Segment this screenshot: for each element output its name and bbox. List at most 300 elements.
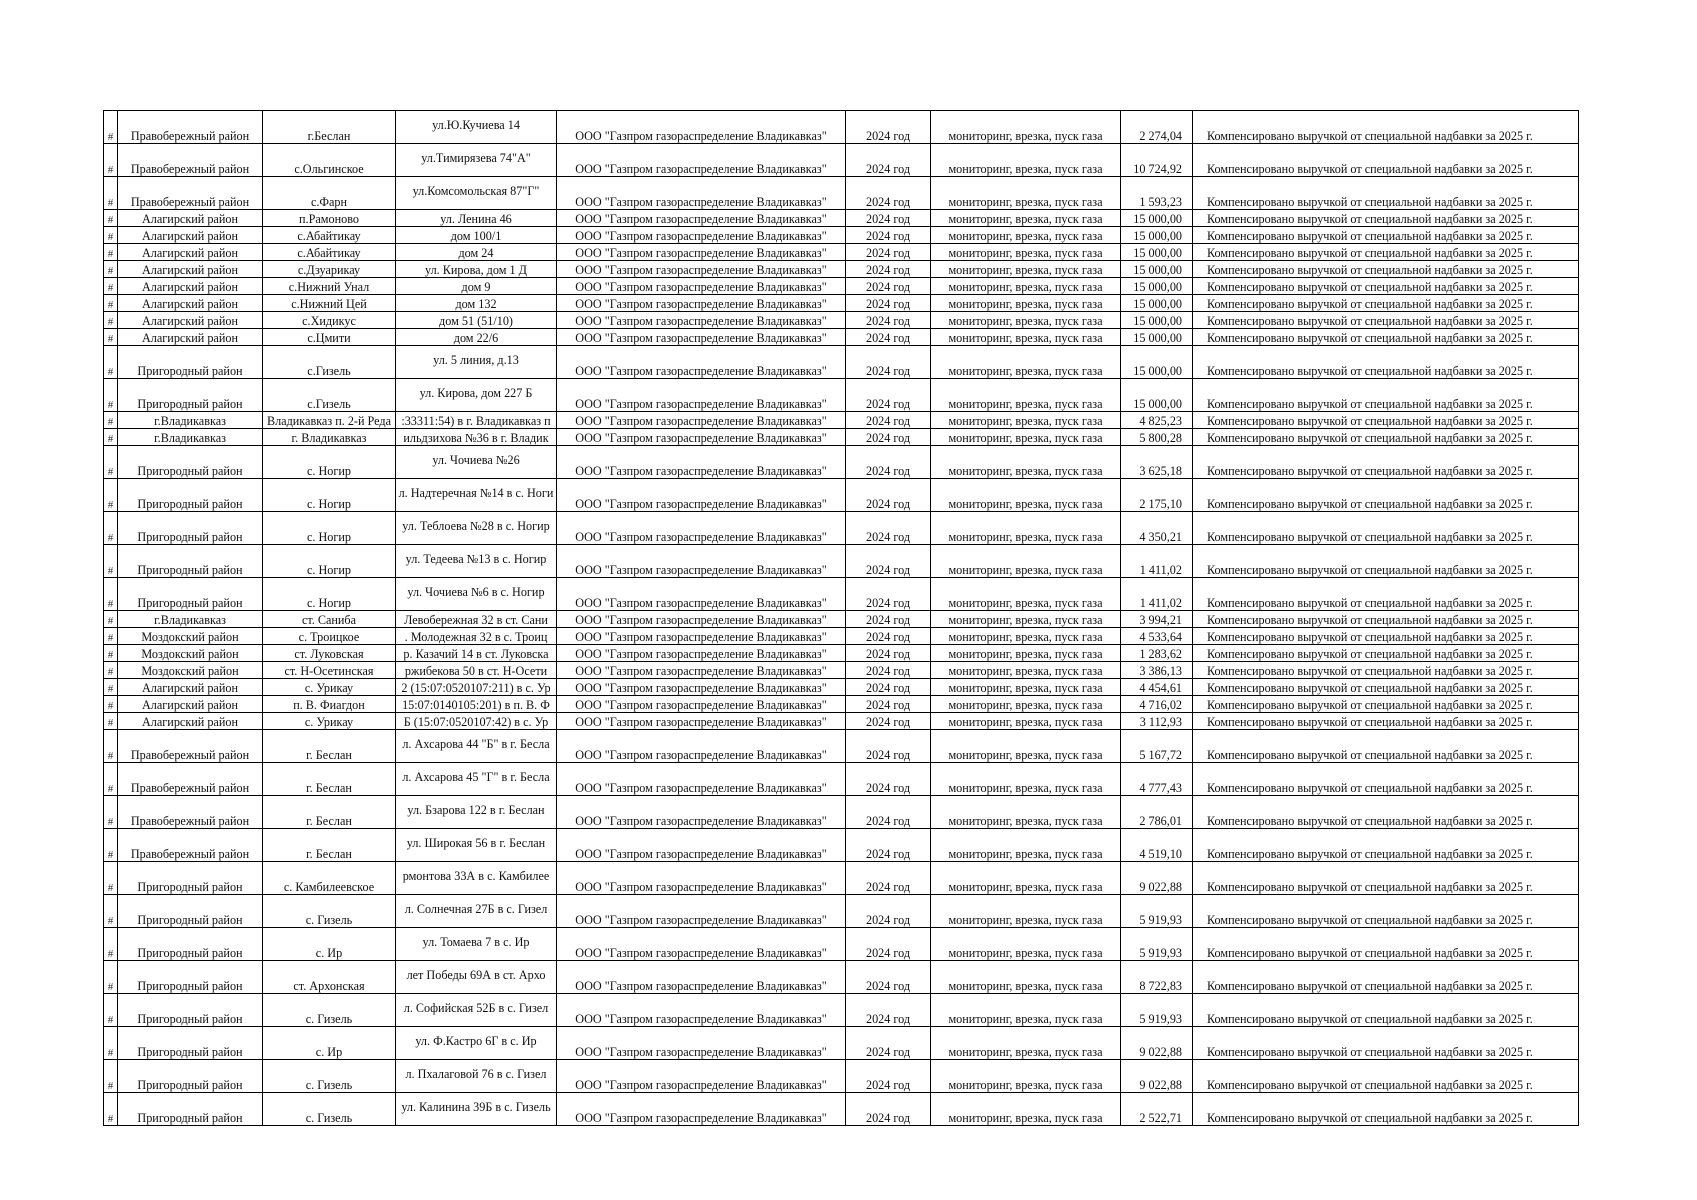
note-cell: Компенсировано выручкой от специальной надбавки за 2025 г. — [1193, 244, 1579, 261]
work-type-cell: мониторинг, врезка, пуск газа — [931, 379, 1121, 412]
row-marker: # — [104, 862, 118, 895]
address-text: дом 24 — [458, 245, 494, 260]
year-cell: 2024 год — [846, 446, 931, 479]
district-cell: г.Владикавказ — [118, 429, 263, 446]
address-cell — [396, 412, 557, 429]
locality-cell: с. Троицкое — [263, 628, 396, 645]
note-cell: Компенсировано выручкой от специальной надбавки за 2025 г. — [1193, 346, 1579, 379]
address-text: ул. Ф.Кастро 6Г в с. Ир — [415, 1034, 537, 1048]
table-row — [104, 679, 1579, 696]
work-type-cell: мониторинг, врезка, пуск газа — [931, 144, 1121, 177]
amount-cell: 15 000,00 — [1121, 278, 1193, 295]
work-type-cell: мониторинг, врезка, пуск газа — [931, 1093, 1121, 1126]
locality-cell: ст. Архонская — [263, 961, 396, 994]
work-type-cell: мониторинг, врезка, пуск газа — [931, 210, 1121, 227]
note-cell: Компенсировано выручкой от специальной надбавки за 2025 г. — [1193, 662, 1579, 679]
amount-cell: 15 000,00 — [1121, 295, 1193, 312]
locality-cell: г. Беслан — [263, 796, 396, 829]
organization-cell: ООО "Газпром газораспределение Владикавказ" — [557, 796, 846, 829]
work-type-cell: мониторинг, врезка, пуск газа — [931, 895, 1121, 928]
table-row — [104, 244, 1579, 261]
address-text: рмонтова 33А в с. Камбилее — [402, 869, 550, 883]
note-cell: Компенсировано выручкой от специальной надбавки за 2025 г. — [1193, 479, 1579, 512]
address-cell — [396, 679, 557, 696]
table-row — [104, 578, 1579, 611]
note-cell: Компенсировано выручкой от специальной надбавки за 2025 г. — [1193, 611, 1579, 628]
year-cell: 2024 год — [846, 862, 931, 895]
address-text: дом 100/1 — [450, 228, 502, 243]
locality-cell: с.Ольгинское — [263, 144, 396, 177]
note-cell: Компенсировано выручкой от специальной надбавки за 2025 г. — [1193, 379, 1579, 412]
organization-cell: ООО "Газпром газораспределение Владикавказ" — [557, 210, 846, 227]
organization-cell: ООО "Газпром газораспределение Владикавказ" — [557, 713, 846, 730]
work-type-cell: мониторинг, врезка, пуск газа — [931, 862, 1121, 895]
address-cell — [396, 446, 557, 479]
amount-cell: 1 283,62 — [1121, 645, 1193, 662]
row-marker: # — [104, 261, 118, 278]
district-cell: Пригородный район — [118, 379, 263, 412]
organization-cell: ООО "Газпром газораспределение Владикавказ" — [557, 278, 846, 295]
row-marker: # — [104, 545, 118, 578]
organization-cell: ООО "Газпром газораспределение Владикавказ" — [557, 479, 846, 512]
amount-cell: 4 350,21 — [1121, 512, 1193, 545]
note-cell: Компенсировано выручкой от специальной надбавки за 2025 г. — [1193, 312, 1579, 329]
address-text: Левобережная 32 в ст. Сани — [404, 612, 548, 627]
district-cell: Пригородный район — [118, 446, 263, 479]
work-type-cell: мониторинг, врезка, пуск газа — [931, 545, 1121, 578]
table-body — [104, 111, 1579, 1126]
table-row — [104, 730, 1579, 763]
district-cell: Пригородный район — [118, 578, 263, 611]
organization-cell: ООО "Газпром газораспределение Владикавказ" — [557, 1093, 846, 1126]
amount-cell: 15 000,00 — [1121, 244, 1193, 261]
organization-cell: ООО "Газпром газораспределение Владикавказ" — [557, 346, 846, 379]
note-cell: Компенсировано выручкой от специальной надбавки за 2025 г. — [1193, 412, 1579, 429]
locality-cell: с.Абайтикау — [263, 227, 396, 244]
table-row — [104, 1093, 1579, 1126]
year-cell: 2024 год — [846, 829, 931, 862]
work-type-cell: мониторинг, врезка, пуск газа — [931, 111, 1121, 144]
address-text: ул.Комсомольская 87"Г" — [412, 184, 540, 198]
table-row — [104, 829, 1579, 862]
district-cell: Алагирский район — [118, 696, 263, 713]
table-row — [104, 227, 1579, 244]
locality-cell: г.Беслан — [263, 111, 396, 144]
address-cell — [396, 210, 557, 227]
note-cell: Компенсировано выручкой от специальной надбавки за 2025 г. — [1193, 446, 1579, 479]
year-cell: 2024 год — [846, 545, 931, 578]
year-cell: 2024 год — [846, 713, 931, 730]
row-marker: # — [104, 662, 118, 679]
row-marker: # — [104, 278, 118, 295]
address-text: ул.Тимирязева 74"А" — [421, 151, 531, 165]
address-text: ржибекова 50 в ст. Н-Осети — [404, 663, 548, 678]
locality-cell: п.Рамоново — [263, 210, 396, 227]
locality-cell: с.Абайтикау — [263, 244, 396, 261]
work-type-cell: мониторинг, врезка, пуск газа — [931, 679, 1121, 696]
year-cell: 2024 год — [846, 144, 931, 177]
organization-cell: ООО "Газпром газораспределение Владикавказ" — [557, 679, 846, 696]
district-cell: г.Владикавказ — [118, 412, 263, 429]
organization-cell: ООО "Газпром газораспределение Владикавказ" — [557, 611, 846, 628]
address-cell — [396, 961, 557, 994]
note-cell: Компенсировано выручкой от специальной надбавки за 2025 г. — [1193, 278, 1579, 295]
table-row — [104, 144, 1579, 177]
organization-cell: ООО "Газпром газораспределение Владикавказ" — [557, 261, 846, 278]
organization-cell: ООО "Газпром газораспределение Владикавказ" — [557, 177, 846, 210]
year-cell: 2024 год — [846, 1093, 931, 1126]
table-row — [104, 895, 1579, 928]
organization-cell: ООО "Газпром газораспределение Владикавказ" — [557, 429, 846, 446]
locality-cell: с. Гизель — [263, 1060, 396, 1093]
organization-cell: ООО "Газпром газораспределение Владикавказ" — [557, 111, 846, 144]
address-text: л. Ахсарова 44 "Б" в г. Бесла — [402, 737, 550, 751]
row-marker: # — [104, 961, 118, 994]
note-cell: Компенсировано выручкой от специальной надбавки за 2025 г. — [1193, 829, 1579, 862]
note-cell: Компенсировано выручкой от специальной надбавки за 2025 г. — [1193, 429, 1579, 446]
row-marker: # — [104, 763, 118, 796]
note-cell: Компенсировано выручкой от специальной надбавки за 2025 г. — [1193, 713, 1579, 730]
work-type-cell: мониторинг, врезка, пуск газа — [931, 512, 1121, 545]
work-type-cell: мониторинг, врезка, пуск газа — [931, 278, 1121, 295]
year-cell: 2024 год — [846, 763, 931, 796]
work-type-cell: мониторинг, врезка, пуск газа — [931, 446, 1121, 479]
year-cell: 2024 год — [846, 244, 931, 261]
work-type-cell: мониторинг, врезка, пуск газа — [931, 961, 1121, 994]
work-type-cell: мониторинг, врезка, пуск газа — [931, 227, 1121, 244]
address-cell — [396, 994, 557, 1027]
address-cell — [396, 578, 557, 611]
note-cell: Компенсировано выручкой от специальной надбавки за 2025 г. — [1193, 696, 1579, 713]
locality-cell: с.Дзуарикау — [263, 261, 396, 278]
year-cell: 2024 год — [846, 1027, 931, 1060]
table-row — [104, 662, 1579, 679]
organization-cell: ООО "Газпром газораспределение Владикавказ" — [557, 994, 846, 1027]
note-cell: Компенсировано выручкой от специальной надбавки за 2025 г. — [1193, 210, 1579, 227]
year-cell: 2024 год — [846, 227, 931, 244]
address-text: л. Солнечная 27Б в с. Гизел — [404, 902, 548, 916]
district-cell: Пригородный район — [118, 928, 263, 961]
district-cell: Алагирский район — [118, 295, 263, 312]
organization-cell: ООО "Газпром газораспределение Владикавказ" — [557, 446, 846, 479]
organization-cell: ООО "Газпром газораспределение Владикавказ" — [557, 829, 846, 862]
organization-cell: ООО "Газпром газораспределение Владикавказ" — [557, 961, 846, 994]
organization-cell: ООО "Газпром газораспределение Владикавказ" — [557, 144, 846, 177]
year-cell: 2024 год — [846, 928, 931, 961]
district-cell: Алагирский район — [118, 244, 263, 261]
district-cell: Моздокский район — [118, 645, 263, 662]
address-cell — [396, 278, 557, 295]
address-text: дом 132 — [455, 296, 497, 311]
locality-cell: с. Камбилеевское — [263, 862, 396, 895]
locality-cell: с. Ногир — [263, 446, 396, 479]
district-cell: Пригородный район — [118, 545, 263, 578]
row-marker: # — [104, 1060, 118, 1093]
amount-cell: 2 175,10 — [1121, 479, 1193, 512]
table-row — [104, 512, 1579, 545]
address-cell — [396, 329, 557, 346]
table-row — [104, 928, 1579, 961]
year-cell: 2024 год — [846, 578, 931, 611]
address-cell — [396, 312, 557, 329]
district-cell: Пригородный район — [118, 1093, 263, 1126]
year-cell: 2024 год — [846, 177, 931, 210]
year-cell: 2024 год — [846, 412, 931, 429]
address-text: л. Софийская 52Б в с. Гизел — [403, 1001, 549, 1015]
amount-cell: 2 274,04 — [1121, 111, 1193, 144]
address-cell — [396, 645, 557, 662]
year-cell: 2024 год — [846, 679, 931, 696]
district-cell: Правобережный район — [118, 763, 263, 796]
district-cell: Правобережный район — [118, 730, 263, 763]
work-type-cell: мониторинг, врезка, пуск газа — [931, 1060, 1121, 1093]
work-type-cell: мониторинг, врезка, пуск газа — [931, 662, 1121, 679]
row-marker: # — [104, 928, 118, 961]
locality-cell: с. Ногир — [263, 578, 396, 611]
work-type-cell: мониторинг, врезка, пуск газа — [931, 295, 1121, 312]
note-cell: Компенсировано выручкой от специальной надбавки за 2025 г. — [1193, 679, 1579, 696]
locality-cell: с.Фарн — [263, 177, 396, 210]
address-text: р. Казачий 14 в ст. Луковска — [403, 646, 549, 661]
amount-cell: 3 112,93 — [1121, 713, 1193, 730]
address-cell — [396, 713, 557, 730]
amount-cell: 5 800,28 — [1121, 429, 1193, 446]
table-row — [104, 429, 1579, 446]
note-cell: Компенсировано выручкой от специальной надбавки за 2025 г. — [1193, 545, 1579, 578]
organization-cell: ООО "Газпром газораспределение Владикавказ" — [557, 227, 846, 244]
year-cell: 2024 год — [846, 895, 931, 928]
table-row — [104, 961, 1579, 994]
row-marker: # — [104, 713, 118, 730]
amount-cell: 15 000,00 — [1121, 227, 1193, 244]
locality-cell: ст. Луковская — [263, 645, 396, 662]
year-cell: 2024 год — [846, 312, 931, 329]
address-text: ильдзихова №36 в г. Владик — [403, 430, 549, 445]
locality-cell: с.Хидикус — [263, 312, 396, 329]
district-cell: Алагирский район — [118, 261, 263, 278]
note-cell: Компенсировано выручкой от специальной надбавки за 2025 г. — [1193, 895, 1579, 928]
address-text: 15:07:0140105:201) в п. В. Ф — [402, 697, 550, 712]
table-row — [104, 994, 1579, 1027]
address-cell — [396, 111, 557, 144]
district-cell: Пригородный район — [118, 994, 263, 1027]
work-type-cell: мониторинг, врезка, пуск газа — [931, 1027, 1121, 1060]
locality-cell: ст. Саниба — [263, 611, 396, 628]
locality-cell: с. Ногир — [263, 479, 396, 512]
note-cell: Компенсировано выручкой от специальной надбавки за 2025 г. — [1193, 628, 1579, 645]
work-type-cell: мониторинг, врезка, пуск газа — [931, 713, 1121, 730]
note-cell: Компенсировано выручкой от специальной надбавки за 2025 г. — [1193, 295, 1579, 312]
note-cell: Компенсировано выручкой от специальной надбавки за 2025 г. — [1193, 261, 1579, 278]
work-type-cell: мониторинг, врезка, пуск газа — [931, 829, 1121, 862]
year-cell: 2024 год — [846, 994, 931, 1027]
work-type-cell: мониторинг, врезка, пуск газа — [931, 578, 1121, 611]
organization-cell: ООО "Газпром газораспределение Владикавказ" — [557, 1027, 846, 1060]
work-type-cell: мониторинг, врезка, пуск газа — [931, 429, 1121, 446]
address-text: лет Победы 69А в ст. Архо — [406, 968, 546, 982]
address-cell — [396, 261, 557, 278]
note-cell: Компенсировано выручкой от специальной надбавки за 2025 г. — [1193, 645, 1579, 662]
address-cell — [396, 379, 557, 412]
address-cell — [396, 862, 557, 895]
address-text: ул. Теблоева №28 в с. Ногир — [402, 519, 550, 533]
note-cell: Компенсировано выручкой от специальной надбавки за 2025 г. — [1193, 730, 1579, 763]
row-marker: # — [104, 628, 118, 645]
address-text: ул. Ленина 46 — [440, 211, 512, 226]
row-marker: # — [104, 994, 118, 1027]
amount-cell: 4 716,02 — [1121, 696, 1193, 713]
address-cell — [396, 662, 557, 679]
address-cell — [396, 829, 557, 862]
amount-cell: 4 519,10 — [1121, 829, 1193, 862]
amount-cell: 4 454,61 — [1121, 679, 1193, 696]
row-marker: # — [104, 379, 118, 412]
work-type-cell: мониторинг, врезка, пуск газа — [931, 261, 1121, 278]
row-marker: # — [104, 829, 118, 862]
note-cell: Компенсировано выручкой от специальной надбавки за 2025 г. — [1193, 1093, 1579, 1126]
district-cell: Пригородный район — [118, 961, 263, 994]
address-cell — [396, 295, 557, 312]
amount-cell: 5 919,93 — [1121, 895, 1193, 928]
locality-cell: Владикавказ п. 2-й Реда — [263, 412, 396, 429]
year-cell: 2024 год — [846, 111, 931, 144]
address-cell — [396, 545, 557, 578]
year-cell: 2024 год — [846, 295, 931, 312]
year-cell: 2024 год — [846, 961, 931, 994]
row-marker: # — [104, 210, 118, 227]
amount-cell: 3 994,21 — [1121, 611, 1193, 628]
address-text: ул. Кирова, дом 1 Д — [425, 262, 527, 277]
locality-cell: с. Ногир — [263, 512, 396, 545]
locality-cell: ст. Н-Осетинская — [263, 662, 396, 679]
district-cell: Правобережный район — [118, 111, 263, 144]
year-cell: 2024 год — [846, 261, 931, 278]
note-cell: Компенсировано выручкой от специальной надбавки за 2025 г. — [1193, 111, 1579, 144]
district-cell: Алагирский район — [118, 329, 263, 346]
amount-cell: 15 000,00 — [1121, 210, 1193, 227]
address-text: ул. Бзарова 122 в г. Беслан — [407, 803, 545, 817]
row-marker: # — [104, 144, 118, 177]
locality-cell: с. Ир — [263, 928, 396, 961]
district-cell: Правобережный район — [118, 829, 263, 862]
address-text: ул. Кирова, дом 227 Б — [419, 386, 533, 400]
organization-cell: ООО "Газпром газораспределение Владикавказ" — [557, 512, 846, 545]
work-type-cell: мониторинг, врезка, пуск газа — [931, 611, 1121, 628]
table-row — [104, 210, 1579, 227]
amount-cell: 2 522,71 — [1121, 1093, 1193, 1126]
note-cell: Компенсировано выручкой от специальной надбавки за 2025 г. — [1193, 1060, 1579, 1093]
work-type-cell: мониторинг, врезка, пуск газа — [931, 244, 1121, 261]
year-cell: 2024 год — [846, 479, 931, 512]
row-marker: # — [104, 295, 118, 312]
row-marker: # — [104, 329, 118, 346]
year-cell: 2024 год — [846, 611, 931, 628]
amount-cell: 2 786,01 — [1121, 796, 1193, 829]
district-cell: Алагирский район — [118, 278, 263, 295]
amount-cell: 15 000,00 — [1121, 346, 1193, 379]
table-row — [104, 278, 1579, 295]
locality-cell: с. Гизель — [263, 895, 396, 928]
table-row — [104, 545, 1579, 578]
note-cell: Компенсировано выручкой от специальной надбавки за 2025 г. — [1193, 961, 1579, 994]
address-cell — [396, 479, 557, 512]
amount-cell: 1 411,02 — [1121, 578, 1193, 611]
amount-cell: 4 777,43 — [1121, 763, 1193, 796]
note-cell: Компенсировано выручкой от специальной надбавки за 2025 г. — [1193, 512, 1579, 545]
table-row — [104, 713, 1579, 730]
data-table — [103, 110, 1579, 1126]
locality-cell: п. В. Фиагдон — [263, 696, 396, 713]
district-cell: Правобережный район — [118, 796, 263, 829]
address-text: :33311:54) в г. Владикавказ п — [401, 413, 551, 428]
row-marker: # — [104, 895, 118, 928]
work-type-cell: мониторинг, врезка, пуск газа — [931, 346, 1121, 379]
amount-cell: 15 000,00 — [1121, 379, 1193, 412]
table-row — [104, 111, 1579, 144]
amount-cell: 10 724,92 — [1121, 144, 1193, 177]
address-cell — [396, 1060, 557, 1093]
address-text: дом 22/6 — [453, 330, 499, 345]
address-cell — [396, 796, 557, 829]
address-text: ул. Томаева 7 в с. Ир — [422, 935, 530, 949]
table-row — [104, 412, 1579, 429]
amount-cell: 3 386,13 — [1121, 662, 1193, 679]
row-marker: # — [104, 730, 118, 763]
district-cell: Пригородный район — [118, 479, 263, 512]
year-cell: 2024 год — [846, 346, 931, 379]
work-type-cell: мониторинг, врезка, пуск газа — [931, 312, 1121, 329]
organization-cell: ООО "Газпром газораспределение Владикавказ" — [557, 412, 846, 429]
table-row — [104, 177, 1579, 210]
district-cell: г.Владикавказ — [118, 611, 263, 628]
address-text: дом 9 — [461, 279, 491, 294]
year-cell: 2024 год — [846, 662, 931, 679]
note-cell: Компенсировано выручкой от специальной надбавки за 2025 г. — [1193, 177, 1579, 210]
amount-cell: 9 022,88 — [1121, 862, 1193, 895]
locality-cell: г. Беслан — [263, 763, 396, 796]
note-cell: Компенсировано выручкой от специальной надбавки за 2025 г. — [1193, 1027, 1579, 1060]
year-cell: 2024 год — [846, 796, 931, 829]
work-type-cell: мониторинг, врезка, пуск газа — [931, 696, 1121, 713]
note-cell: Компенсировано выручкой от специальной надбавки за 2025 г. — [1193, 144, 1579, 177]
address-text: . Молодежная 32 в с. Троиц — [404, 629, 548, 644]
work-type-cell: мониторинг, врезка, пуск газа — [931, 479, 1121, 512]
work-type-cell: мониторинг, врезка, пуск газа — [931, 177, 1121, 210]
locality-cell: с.Нижний Цей — [263, 295, 396, 312]
address-cell — [396, 696, 557, 713]
address-cell — [396, 895, 557, 928]
address-cell — [396, 144, 557, 177]
row-marker: # — [104, 796, 118, 829]
address-cell — [396, 177, 557, 210]
address-cell — [396, 628, 557, 645]
row-marker: # — [104, 611, 118, 628]
district-cell: Алагирский район — [118, 679, 263, 696]
table-row — [104, 696, 1579, 713]
work-type-cell: мониторинг, врезка, пуск газа — [931, 329, 1121, 346]
table-row — [104, 1027, 1579, 1060]
amount-cell: 5 919,93 — [1121, 928, 1193, 961]
locality-cell: с.Цмити — [263, 329, 396, 346]
address-cell — [396, 429, 557, 446]
address-cell — [396, 611, 557, 628]
address-cell — [396, 763, 557, 796]
table-row — [104, 611, 1579, 628]
locality-cell: с. Урикау — [263, 679, 396, 696]
note-cell: Компенсировано выручкой от специальной надбавки за 2025 г. — [1193, 862, 1579, 895]
organization-cell: ООО "Газпром газораспределение Владикавказ" — [557, 578, 846, 611]
year-cell: 2024 год — [846, 628, 931, 645]
